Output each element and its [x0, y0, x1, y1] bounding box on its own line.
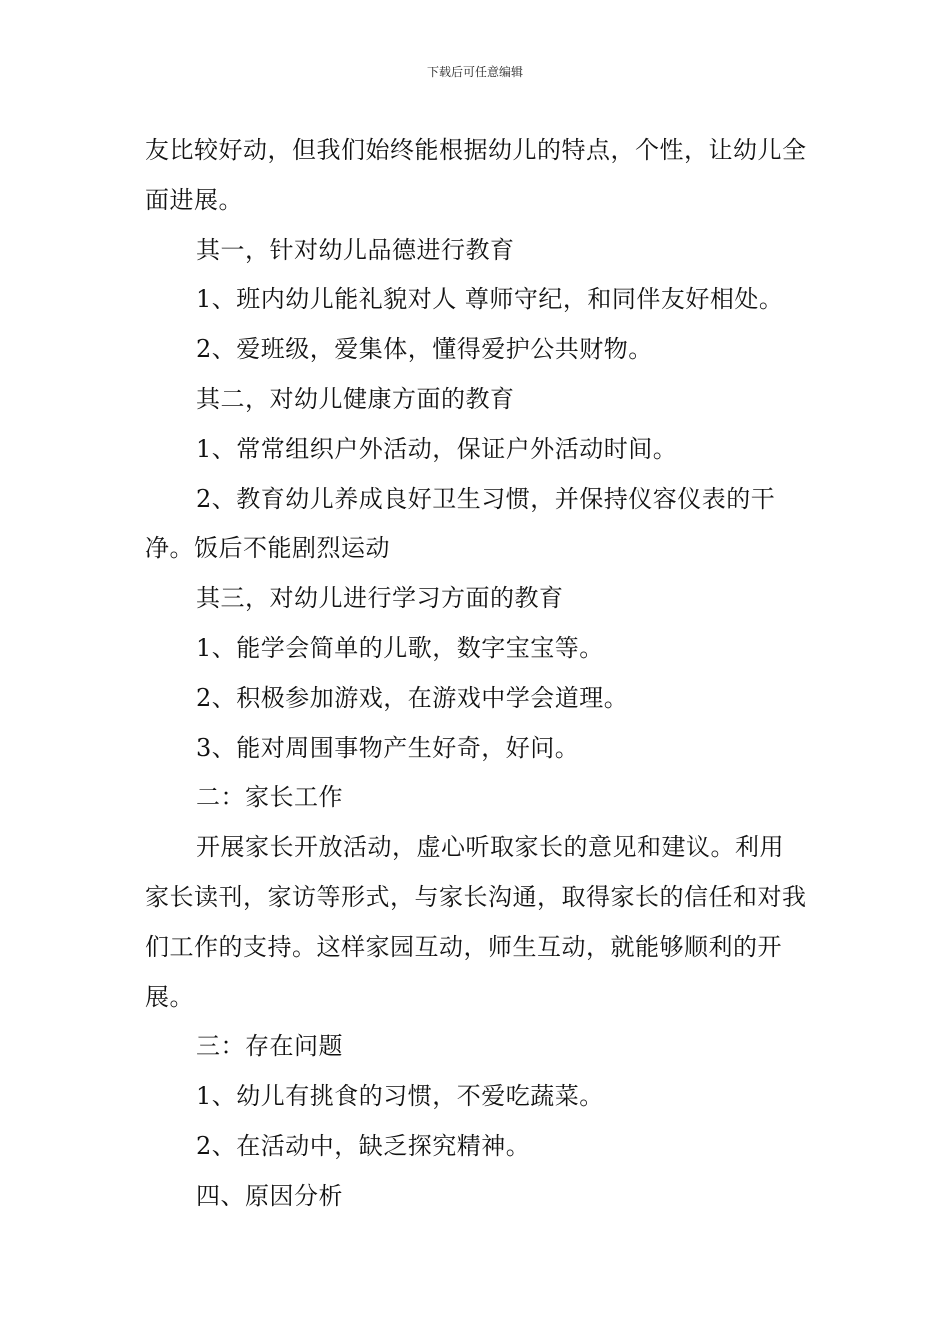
list-item-outdoor-activities: 1、常常组织户外活动，保证户外活动时间。: [196, 434, 678, 463]
section-heading-existing-problems: 三：存在问题: [196, 1032, 343, 1061]
section-heading-parent-work: 二：家长工作: [196, 783, 343, 812]
list-item-games: 2、积极参加游戏，在游戏中学会道理。: [196, 683, 629, 712]
list-item-nursery-rhymes: 1、能学会简单的儿歌，数字宝宝等。: [196, 633, 604, 662]
section-heading-moral-education: 其一，针对幼儿品德进行教育: [196, 235, 515, 264]
list-item-love-class: 2、爱班级，爱集体，懂得爱护公共财物。: [196, 335, 653, 364]
list-item-curiosity: 3、能对周围事物产生好奇，好问。: [196, 733, 580, 762]
section-heading-cause-analysis: 四、原因分析: [196, 1181, 343, 1210]
document-body: [145, 126, 807, 1222]
list-item-hygiene-habits: 2、教育幼儿养成良好卫生习惯，并保持仪容仪表的干净。饭后不能剧烈运动: [145, 484, 776, 563]
list-item-picky-eating: 1、幼儿有挑食的习惯，不爱吃蔬菜。: [196, 1082, 604, 1111]
list-item-politeness: 1、班内幼儿能礼貌对人 尊师守纪，和同伴友好相处。: [196, 285, 784, 314]
paragraph-parent-work: 开展家长开放活动，虚心听取家长的意见和建议。利用家长读刊，家访等形式，与家长沟通，取得家长的信任和对我们工作的支持。这样家园互动，师生互动，就能够顺利的开展。: [145, 833, 807, 1011]
section-heading-health-education: 其二，对幼儿健康方面的教育: [196, 384, 515, 413]
section-heading-learning-education: 其三，对幼儿进行学习方面的教育: [196, 584, 564, 613]
list-item-exploration: 2、在活动中，缺乏探究精神。: [196, 1131, 531, 1160]
page-header-note: 下载后可任意编辑: [426, 65, 523, 79]
paragraph-continuation: 友比较好动，但我们始终能根据幼儿的特点，个性，让幼儿全面进展。: [145, 136, 807, 214]
